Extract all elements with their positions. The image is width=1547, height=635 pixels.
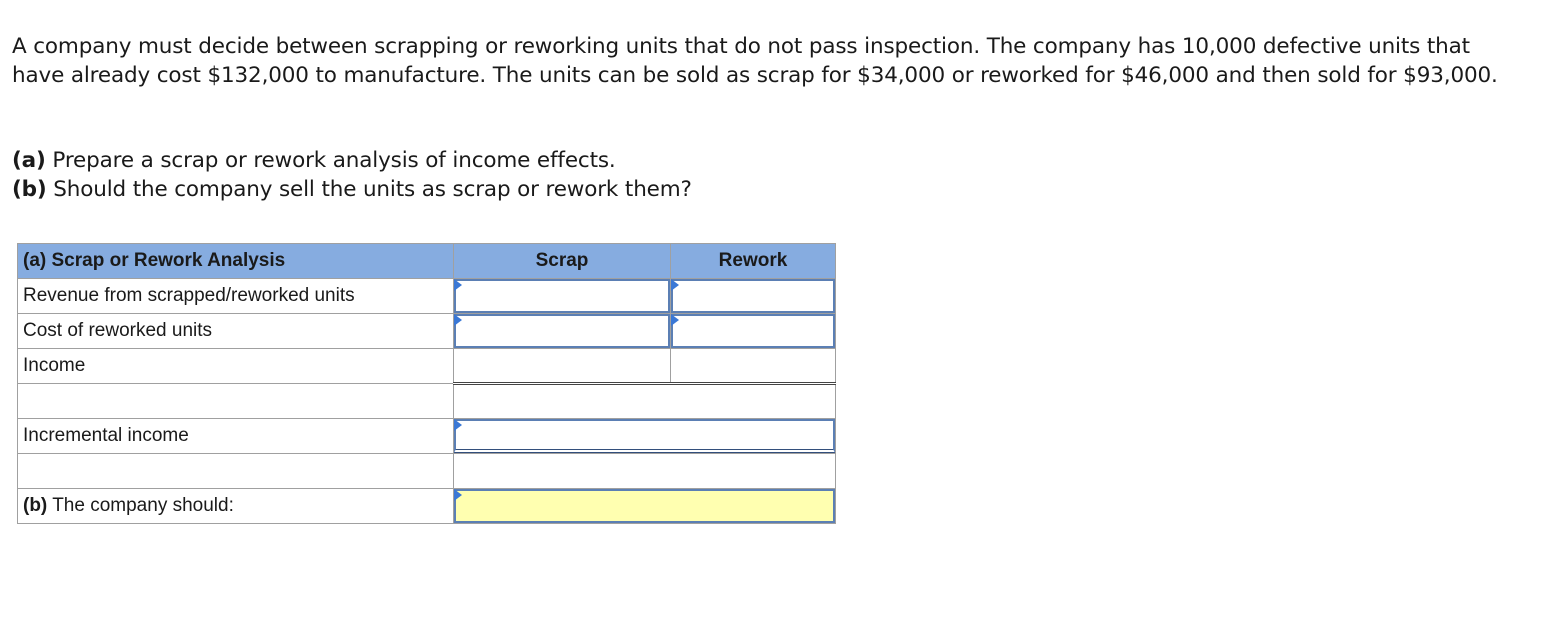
input-marker-icon	[454, 489, 462, 501]
revenue-rework-box	[671, 279, 835, 313]
question-parts	[12, 146, 692, 204]
income-row	[18, 349, 836, 384]
spacer-row	[18, 454, 836, 489]
part-b-label: (b)	[12, 177, 47, 202]
income-rework-cell	[671, 349, 836, 384]
should-row	[18, 489, 836, 524]
incremental-input[interactable]	[456, 421, 833, 449]
should-label-bold: (b)	[23, 495, 48, 516]
incremental-cell	[454, 419, 836, 454]
revenue-rework-input[interactable]	[673, 281, 833, 311]
cost-rework-input[interactable]	[673, 316, 833, 346]
should-label-text: The company should:	[47, 495, 234, 516]
part-b-text: Should the company sell the units as scrap or rework them?	[46, 177, 692, 202]
header-scrap: Scrap	[454, 244, 671, 279]
part-b	[12, 175, 692, 204]
part-a	[12, 146, 692, 175]
input-marker-icon	[671, 279, 679, 291]
cost-rework-box	[671, 314, 835, 348]
input-marker-icon	[454, 419, 462, 431]
should-label	[18, 489, 454, 524]
revenue-label: Revenue from scrapped/reworked units	[18, 279, 454, 314]
cost-scrap-input[interactable]	[456, 316, 668, 346]
revenue-scrap-cell	[454, 279, 671, 314]
incremental-label: Incremental income	[18, 419, 454, 454]
problem-text: A company must decide between scrapping or reworking units that do not pass inspection. The company has 10,000 defective units that have already cost $132,000 to manufacture. The units can be sold as scrap for $34,000 or reworked for $46,000 and then sold for $93,000.	[12, 34, 1498, 88]
revenue-scrap-input[interactable]	[456, 281, 668, 311]
should-cell	[454, 489, 836, 524]
revenue-scrap-box	[454, 279, 670, 313]
header-title: (a) Scrap or Rework Analysis	[18, 244, 454, 279]
scrap-rework-table	[17, 243, 836, 524]
part-a-text: Prepare a scrap or rework analysis of income effects.	[45, 148, 616, 173]
input-marker-icon	[671, 314, 679, 326]
spacer-row	[18, 384, 836, 419]
part-a-label: (a)	[12, 148, 46, 173]
incremental-box	[454, 419, 835, 453]
revenue-row	[18, 279, 836, 314]
problem-statement	[12, 33, 1512, 90]
input-marker-icon	[454, 279, 462, 291]
spacer-cell	[454, 384, 836, 419]
cost-label: Cost of reworked units	[18, 314, 454, 349]
table-header-row	[18, 244, 836, 279]
spacer-cell	[454, 454, 836, 489]
header-rework: Rework	[671, 244, 836, 279]
should-box	[454, 489, 835, 523]
cost-scrap-box	[454, 314, 670, 348]
spacer-cell	[18, 384, 454, 419]
incremental-row	[18, 419, 836, 454]
income-scrap-cell	[454, 349, 671, 384]
input-marker-icon	[454, 314, 462, 326]
cost-rework-cell	[671, 314, 836, 349]
income-label: Income	[18, 349, 454, 384]
cost-row	[18, 314, 836, 349]
cost-scrap-cell	[454, 314, 671, 349]
spacer-cell	[18, 454, 454, 489]
should-dropdown[interactable]	[456, 491, 833, 521]
revenue-rework-cell	[671, 279, 836, 314]
